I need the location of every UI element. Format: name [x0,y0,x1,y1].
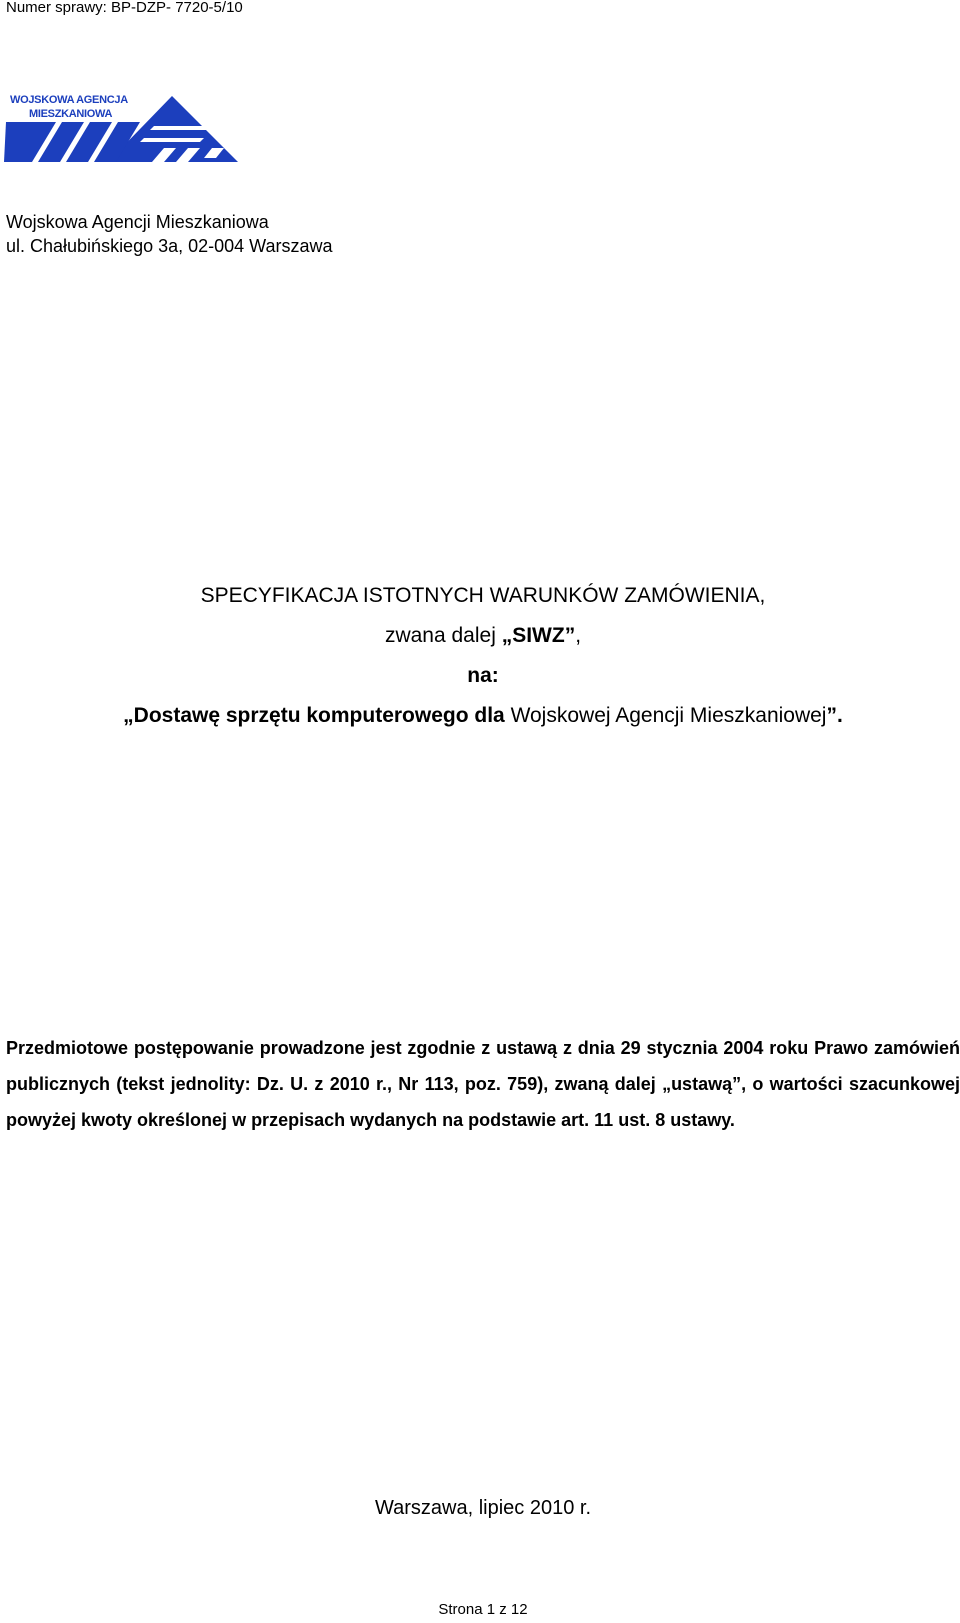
siwz-abbreviation: „SIWZ” [501,624,576,647]
order-subject [0,696,960,736]
legal-basis-paragraph: Przedmiotowe postępowanie prowadzone jest zgodnie z ustawą z dnia 29 stycznia 2004 roku Prawo zamówień publicznych (tekst jednolity: Dz. U. z 2010 r., Nr 113, poz. 759), zwaną dalej „ustawą”, o wartości szacunkowej powyżej kwoty określonej w przepisach wydanych na podstawie art. 11 ust. 8 ustawy. [6,1038,960,1130]
title-line-2-suffix: , [575,624,582,647]
address-line-1: Wojskowa Agencji Mieszkaniowa [6,212,269,232]
order-subject-part-2: Wojskowej Agencji Mieszkaniowej [510,704,827,727]
legal-basis [6,1030,960,1138]
document-title [0,576,960,736]
page-number: Strona 1 z 12 [438,1601,528,1618]
title-line-1: SPECYFIKACJA ISTOTNYCH WARUNKÓW ZAMÓWIENIA, [200,584,766,607]
address-block [6,210,333,258]
svg-text:WOJSKOWA AGENCJA: WOJSKOWA AGENCJA [10,94,128,106]
svg-text:MIESZKANIOWA: MIESZKANIOWA [29,108,113,120]
address-line-2: ul. Chałubińskiego 3a, 02-004 Warszawa [6,236,333,256]
order-subject-part-1: „Dostawę sprzętu komputerowego dla [123,704,511,727]
title-line-2-prefix: zwana dalej [384,624,502,647]
order-subject-end: ”. [826,704,843,727]
place-and-date: Warszawa, lipiec 2010 r. [374,1497,591,1519]
case-number: Numer sprawy: BP-DZP- 7720-5/10 [6,0,243,16]
agency-logo [4,90,244,170]
title-line-3: na: [467,664,499,687]
title-line-2 [0,616,960,656]
